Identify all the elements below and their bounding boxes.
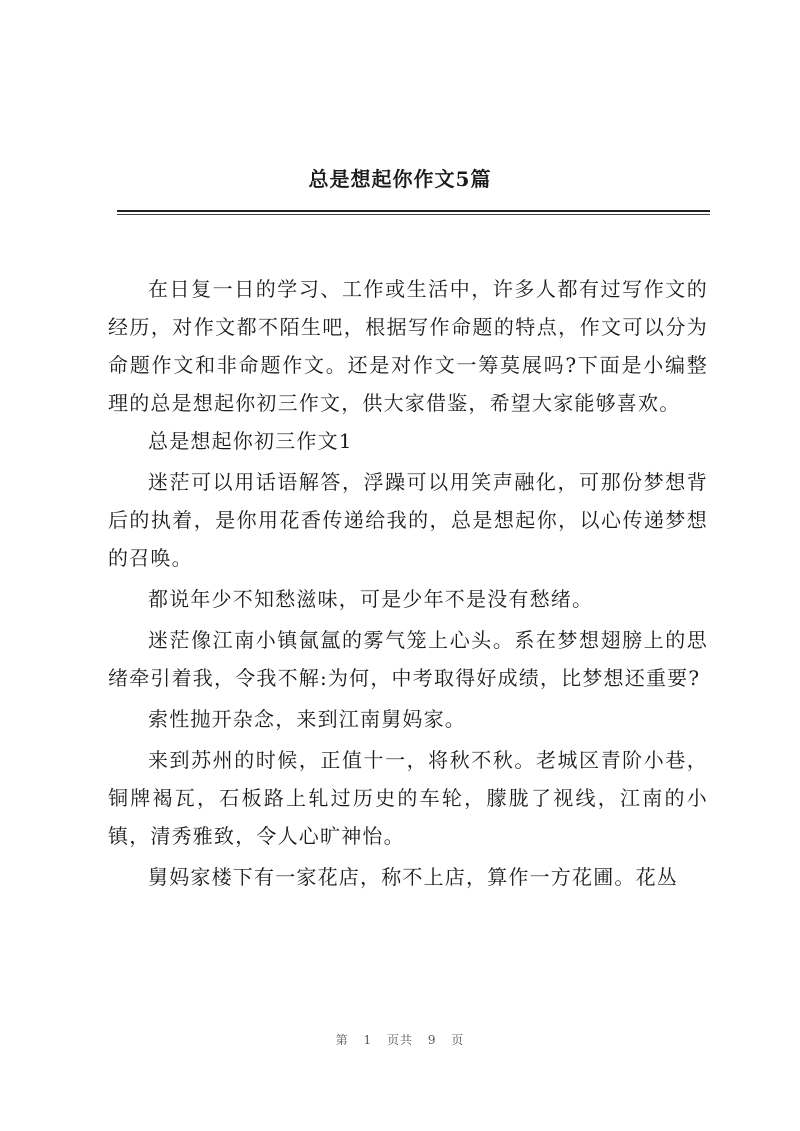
body-paragraph: 迷茫可以用话语解答，浮躁可以用笑声融化，可那份梦想背后的执着，是你用花香传递给我的，总是想起你，以心传递梦想的召唤。 — [108, 470, 708, 570]
section-heading: 总是想起你初三作文1 — [148, 429, 353, 453]
body-paragraph: 舅妈家楼下有一家花店，称不上店，算作一方花圃。花丛 — [148, 865, 678, 889]
footer-current-page: 1 — [363, 1033, 373, 1047]
body-paragraph: 来到苏州的时候，正值十一，将秋不秋。老城区青阶小巷，铜牌褐瓦，石板路上轧过历史的车轮，朦胧了视线，江南的小镇，清秀雅致，令人心旷神怡。 — [108, 748, 708, 848]
footer-total-pages: 9 — [427, 1033, 437, 1047]
page-footer — [0, 1031, 800, 1048]
body-paragraph: 索性抛开杂念，来到江南舅妈家。 — [148, 707, 466, 731]
intro-paragraph: 在日复一日的学习、工作或生活中，许多人都有过写作文的经历，对作文都不陌生吧，根据写作命题的特点，作文可以分为命题作文和非命题作文。还是对作文一筹莫展吗?下面是小编整理的总是想起你初三作文，供大家借鉴，希望大家能够喜欢。 — [108, 277, 708, 415]
title-divider-thin — [117, 214, 710, 215]
document-title: 总是想起你作文5篇 — [308, 167, 492, 191]
footer-label-of: 页共 — [386, 1033, 413, 1047]
footer-label-end: 页 — [451, 1033, 465, 1047]
document-body — [108, 270, 708, 896]
footer-label-page: 第 — [335, 1033, 349, 1047]
body-paragraph: 都说年少不知愁滋味，可是少年不是没有愁绪。 — [148, 587, 594, 611]
title-divider — [117, 210, 710, 212]
body-paragraph: 迷茫像江南小镇氤氲的雾气笼上心头。系在梦想翅膀上的思绪牵引着我，令我不解:为何，中考取得好成绩，比梦想还重要? — [108, 628, 708, 690]
